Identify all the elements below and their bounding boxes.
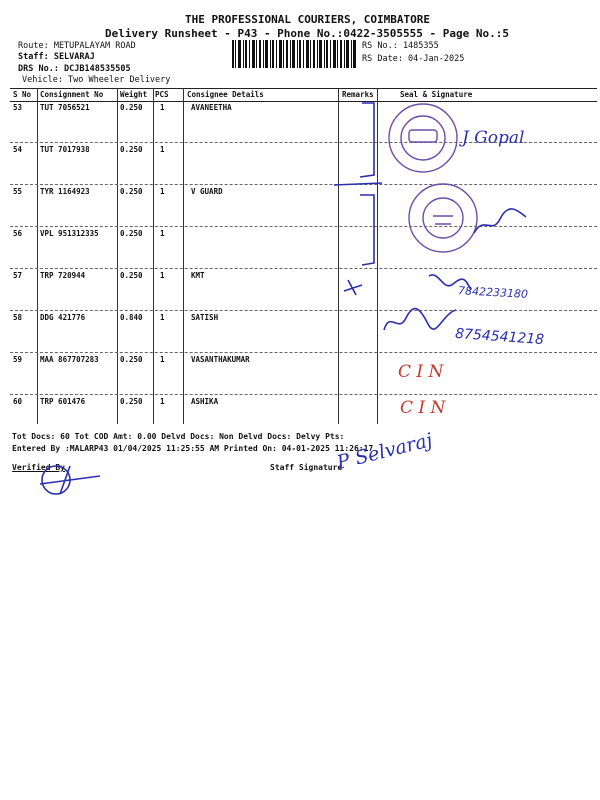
remarks-bracket-marks <box>330 95 390 310</box>
handwritten-cin-1: C I N <box>398 362 444 382</box>
cell-weight: 0.250 <box>120 145 143 154</box>
entered-by-line: Entered By :MALARP43 01/04/2025 11:25:55 AM Printed On: 04-01-2025 11:26:17 <box>12 444 374 453</box>
signature-scribble <box>380 300 460 340</box>
route-label: Route: METUPALAYAM ROAD <box>18 41 136 51</box>
cell-consignment: TRP 601476 <box>40 397 86 406</box>
cell-consignee: VASANTHAKUMAR <box>191 355 250 364</box>
cell-pcs: 1 <box>160 313 165 322</box>
cell-sno: 58 <box>13 313 23 322</box>
cell-weight: 0.250 <box>120 229 143 238</box>
cell-weight: 0.250 <box>120 355 143 364</box>
cell-consignment: TRP 720944 <box>40 271 86 280</box>
rs-number: RS No.: 1485355 <box>362 41 439 51</box>
col-seal-signature: Seal & Signature <box>400 90 473 99</box>
staff-signature-label: Staff Signature <box>270 463 343 472</box>
handwritten-cin-2: C I N <box>400 398 446 418</box>
cell-sno: 60 <box>13 397 23 406</box>
company-name: THE PROFESSIONAL COURIERS, COIMBATORE <box>185 13 431 26</box>
cell-consignment: TUT 7056521 <box>40 103 90 112</box>
cell-consignee: ASHIKA <box>191 397 219 406</box>
col-consignee: Consignee Details <box>187 90 264 99</box>
drs-number: DRS No.: DCJB148535505 <box>18 64 131 74</box>
handwritten-phone-2: 8754541218 <box>454 325 545 349</box>
cell-consignment: TYR 1164923 <box>40 187 90 196</box>
vehicle-label: Vehicle: Two Wheeler Delivery <box>22 75 171 85</box>
col-pcs: PCS <box>155 90 169 99</box>
table-row <box>10 394 597 436</box>
cell-weight: 0.840 <box>120 313 143 322</box>
cell-pcs: 1 <box>160 271 165 280</box>
staff-handwritten-signature: P Selvaraj <box>334 429 435 474</box>
cell-pcs: 1 <box>160 229 165 238</box>
cell-pcs: 1 <box>160 355 165 364</box>
cell-weight: 0.250 <box>120 271 143 280</box>
staff-label: Staff: SELVARAJ <box>18 52 95 62</box>
cell-consignee: KMT <box>191 271 205 280</box>
cell-consignment: TUT 7017938 <box>40 145 90 154</box>
col-remarks: Remarks <box>342 90 374 99</box>
cell-sno: 56 <box>13 229 23 238</box>
table-row <box>10 142 597 185</box>
cell-consignee: V GUARD <box>191 187 223 196</box>
col-consignment: Consignment No <box>40 90 104 99</box>
cell-pcs: 1 <box>160 397 165 406</box>
barcode <box>232 40 357 68</box>
table-row <box>10 352 597 395</box>
cell-sno: 57 <box>13 271 23 280</box>
cell-consignment: DDG 421776 <box>40 313 86 322</box>
cell-weight: 0.250 <box>120 103 143 112</box>
cell-weight: 0.250 <box>120 187 143 196</box>
cell-pcs: 1 <box>160 145 165 154</box>
cell-weight: 0.250 <box>120 397 143 406</box>
cell-sno: 53 <box>13 103 23 112</box>
rs-date: RS Date: 04-Jan-2025 <box>362 54 465 64</box>
cell-pcs: 1 <box>160 187 165 196</box>
verified-by-label: Verified By <box>12 463 65 472</box>
cell-consignment: MAA 867707283 <box>40 355 99 364</box>
cell-sno: 54 <box>13 145 23 154</box>
runsheet-title: Delivery Runsheet - P43 - Phone No.:0422-3505555 - Page No.:5 <box>105 27 509 40</box>
cell-pcs: 1 <box>160 103 165 112</box>
col-sno: S No <box>13 90 32 99</box>
verified-by-signature <box>30 458 105 498</box>
handwritten-signature-1: J Gopal <box>462 128 525 148</box>
cell-consignee: AVANEETHA <box>191 103 232 112</box>
cell-consignment: VPL 951312335 <box>40 229 99 238</box>
cell-consignee: SATISH <box>191 313 219 322</box>
cell-sno: 55 <box>13 187 23 196</box>
handwritten-phone-1: 7842233180 <box>457 284 529 301</box>
cell-sno: 59 <box>13 355 23 364</box>
company-seal-stamp-1 <box>385 100 465 180</box>
signature-scribble <box>470 205 530 240</box>
totals-line: Tot Docs: 60 Tot COD Amt: 0.00 Delvd Docs: Non Delvd Docs: Delvy Pts: <box>12 432 345 441</box>
col-weight: Weight <box>120 90 148 99</box>
